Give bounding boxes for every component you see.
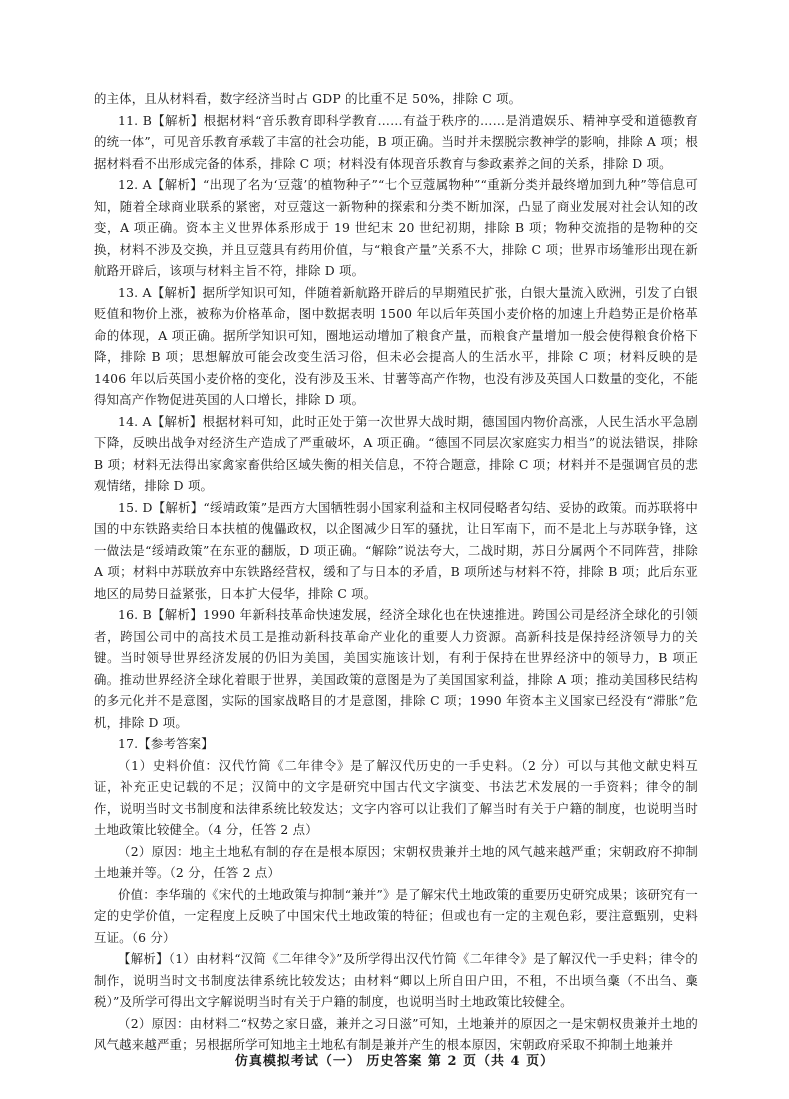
- answer-16: 16. B【解析】1990 年新科技革命快速发展，经济全球化也在快速推进。跨国公司是经济全球化的引领者，跨国公司中的高技术员工是推动新科技革命产业化的重要人力资源。高新科技是保持经济领导力的关键。当时领导世界经济发展的仍旧为美国，美国实施该计划，有利于保持在世界经济中的领导力，B 项正确。推动世界经济全球化着眼于世界，美国政策的意图是为了美国国家利益，排除 A 项；推动美国移民结构的多元化并不是意图，实际的国家战略目的才是意图，排除 C 项；1990 年资本主义国家已经没有“滞胀”危机，排除 D 项。: [94, 607, 698, 730]
- answer-17-heading: 17.【参考答案】: [118, 736, 214, 751]
- answer-17-part-1: （1）史料价值：汉代竹简《二年律令》是了解汉代历史的一手史料。（2 分）可以与其他文献史料互证，补充正史记载的不足；汉简中的文字是研究中国古代文字演变、书法艺术发展的一手资料；律令的制作，说明当时文书制度和法律系统比较发达；文字内容可以让我们了解当时有关于户籍的制度，也说明当时土地政策比较健全。（4 分，任答 2 点）: [94, 757, 698, 837]
- answer-13: 13. A【解析】据所学知识可知，伴随着新航路开辟后的早期殖民扩张，白银大量流入欧洲，引发了白银贬值和物价上涨，被称为价格革命，图中数据表明 1500 年以后年英国小麦价格的加速上升趋势正是价格革命的体现，A 项正确。据所学知识可知，圈地运动增加了粮食产量，而粮食产量增加一般会使得粮食价格下降，排除 B 项；思想解放可能会改变生活习俗，但未必会提高人的生活水平，排除 C 项；材料反映的是 1406 年以后英国小麦价格的变化，没有涉及玉米、甘薯等高产作物，也没有涉及英国人口数量的变化，不能得知高产作物促进英国的人口增长，排除 D 项。: [94, 284, 698, 407]
- answer-12: 12. A【解析】“出现了名为‘豆蔻’的植物种子”“七个豆蔻属物种”“重新分类并最终增加到九种”等信息可知，随着全球商业联系的紧密，对豆蔻这一新物种的探索和分类不断加深，凸显了商业发展对社会认知的改变，A 项正确。资本主义世界体系形成于 19 世纪末 20 世纪初期，排除 B 项；物种交流指的是物种的交换，材料不涉及交换，并且豆蔻具有药用价值，与“粮食产量”关系不大，排除 C 项；世界市场雏形出现在新航路开辟后，该项与材料主旨不符，排除 D 项。: [94, 177, 698, 278]
- answer-11: 11. B【解析】根据材料“音乐教育即科学教育……有益于秩序的……是消遣娱乐、精神享受和道德教育的统一体”，可见音乐教育承载了丰富的社会功能，B 项正确。当时并未摆脱宗教神学的影响，排除 A 项；根据材料看不出形成完备的体系，排除 C 项；材料没有体现音乐教育与参政素养之间的关系，排除 D 项。: [94, 112, 698, 171]
- page-footer: 仿真模拟考试（一） 历史答案 第 2 页（共 4 页）: [234, 1054, 555, 1069]
- answer-17-part-2-reason: （2）原因：地主土地私有制的存在是根本原因；宋朝权贵兼并土地的风气越来越严重；宋朝政府不抑制土地兼并等。（2 分，任答 2 点）: [94, 843, 698, 880]
- document-body: [94, 88, 698, 1056]
- analysis-17-part-1: 【解析】（1）由材料“汉简《二年律令》”及所学得出汉代竹简《二年律令》是了解汉代一手史料；律令的制作，说明当时文书制度法律系统比较发达；由材料“卿以上所自田户田，不租，不出顷刍稾（不出刍、稾税）”及所学可得出文字解说明当时有关于户籍的制度，也说明当时土地政策比较健全。: [94, 951, 698, 1009]
- answer-14: 14. A【解析】根据材料可知，此时正处于第一次世界大战时期，德国国内物价高涨，人民生活水平急剧下降，反映出战争对经济生产造成了严重破坏，A 项正确。“德国不同层次家庭实力相当”的说法错误，排除 B 项；材料无法得出家禽家畜供给区域失衡的相关信息，不符合题意，排除 C 项；材料并不是强调官员的悲观情绪，排除 D 项。: [94, 413, 698, 493]
- analysis-17-part-2: （2）原因：由材料二“权势之家日盛，兼并之习日滋”可知，土地兼并的原因之一是宋朝权贵兼并土地的风气越来越严重；另根据所学可知地主土地私有制是兼并产生的根本原因，宋朝政府采取不抑制土地兼并: [94, 1015, 698, 1052]
- paragraph-continuation: 的主体，且从材料看，数字经济当时占 GDP 的比重不足 50%，排除 C 项。: [94, 91, 522, 106]
- answer-15: 15. D【解析】“绥靖政策”是西方大国牺牲弱小国家利益和主权同侵略者勾结、妥协的政策。而苏联将中国的中东铁路卖给日本扶植的傀儡政权，以企图减少日军的骚扰，让日军南下，而不是北上与苏联争锋，这一做法是“绥靖政策”在东亚的翻版，D 项正确。“解除”说法夸大，二战时期，苏日分属两个不同阵营，排除 A 项；材料中苏联放弃中东铁路经营权，缓和了与日本的矛盾，B 项所述与材料不符，排除 B 项；此后东亚地区的局势日益紧张，日本扩大侵华，排除 C 项。: [94, 499, 698, 601]
- answer-17-part-2-value: 价值：李华瑞的《宋代的土地政策与抑制“兼并”》是了解宋代土地政策的重要历史研究成果；该研究有一定的史学价值，一定程度上反映了中国宋代土地政策的特征；但或也有一定的主观色彩，要注意甄别，史料互证。（6 分）: [94, 886, 698, 945]
